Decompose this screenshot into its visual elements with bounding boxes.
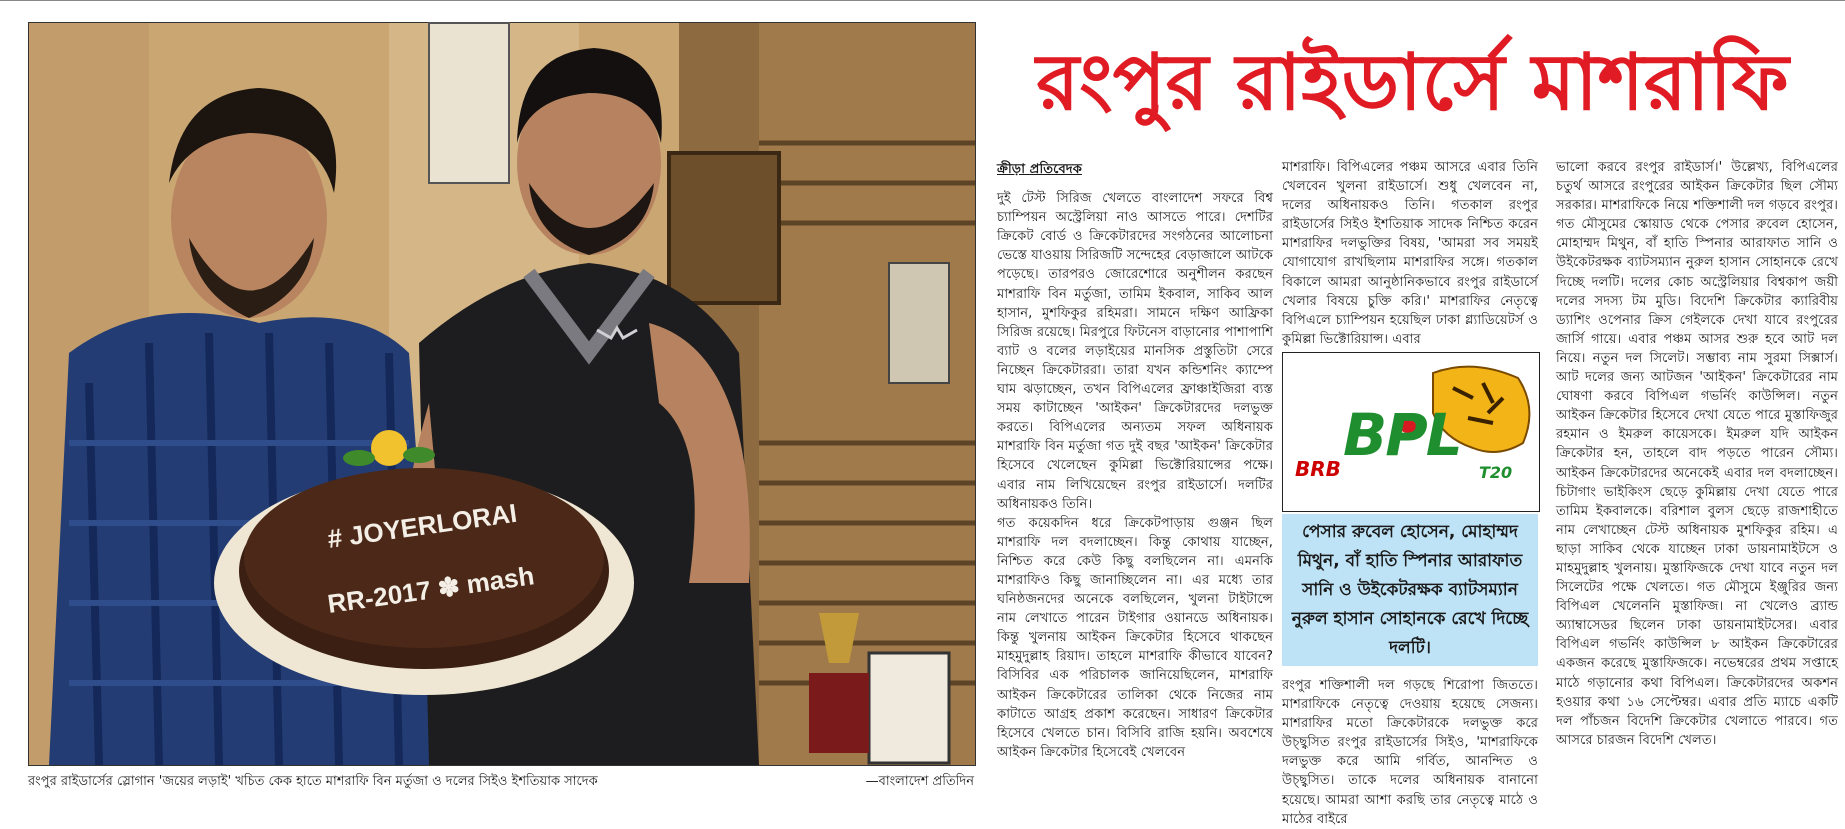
cake-text-1: # JOYERLORAI <box>325 497 519 554</box>
pull-quote <box>1282 514 1538 666</box>
article-column-2 <box>1282 158 1538 348</box>
article-paragraph: গত কয়েকদিন ধরে ক্রিকেটপাড়ায় গুঞ্জন ছিল মাশরাফি দল বদলাচ্ছেন। কিন্তু কোথায় যাচ্ছেন, নিশ্চিত করে কেউ কিছু বলছিলেন না। এমনকি মাশরাফিও কিছু জানাচ্ছিলেন না। এর মধ্যে তার ঘনিষ্ঠজনদের অনেকে বলছিলেন, খুলনা টাইটান্সে নাম লেখাতে পারেন টাইগার ওয়ানডে অধিনায়ক। কিন্তু খুলনায় আইকন ক্রিকেটার হিসেবে থাকছেন মাহমুদুল্লাহ রিয়াদ। তাহলে মাশরাফি কীভাবে যাবেন? বিসিবির এক পরিচালক জানিয়েছিলেন, মাশরাফি আইকন ক্রিকেটারের তালিকা থেকে নিজের নাম কাটাতে আগ্রহ প্রকাশ করেছেন। সাধারণ ক্রিকেটার হিসেবে খেলতে চান। বিসিবি রাজি হয়নি। অবশেষে আইকন ক্রিকেটার হিসেবেই খেলবেন <box>997 515 1273 760</box>
photo-credit: —বাংলাদেশ প্রতিদিন <box>865 774 974 789</box>
bpl-logo <box>1282 352 1540 512</box>
logo-brand: BPL <box>1343 401 1461 469</box>
news-photo <box>28 22 976 766</box>
caption-text: রংপুর রাইডার্সের স্লোগান 'জয়ের লড়াই' খচিত কেক হাতে মাশরাফি বিন মর্তুজা ও দলের সিইও ইশতিয়াক সাদেক <box>28 774 598 789</box>
headline: রংপুর রাইডার্সে মাশরাফি <box>1036 37 1789 128</box>
byline: ক্রীড়া প্রতিবেদক <box>997 162 1082 177</box>
top-rule <box>0 0 1845 1</box>
article-column-3 <box>1556 158 1838 803</box>
wall-frame <box>669 153 779 303</box>
article-paragraph: মাশরাফি। বিপিএলের পঞ্চম আসরে এবার তিনি খেলবেন খুলনা রাইডার্সে। শুধু খেলবেন না, দলের অধিনায়কও তিনি। গতকাল রংপুর রাইডার্সের সিইও ইশতিয়াক সাদেক নিশ্চিত করেন মাশরাফির দলভুক্তির বিষয়, 'আমরা সব সময়ই যোগাযোগ রাখছিলাম মাশরাফির সঙ্গে। গতকাল বিকালে আমরা আনুষ্ঠানিকভাবে রংপুর রাইডার্সে খেলার বিষয়ে চুক্তি করি।' মাশরাফির নেতৃত্বে বিপিএলে চ্যাম্পিয়ন হয়েছিল ঢাকা গ্ল্যাডিয়েটর্স ও কুমিল্লা ভিক্টোরিয়ান্স। এবার <box>1282 160 1538 347</box>
photo-frame-small <box>869 653 949 763</box>
photo-illustration <box>29 23 975 765</box>
photo-caption <box>28 772 974 794</box>
article-paragraph: দুই টেস্ট সিরিজ খেলতে বাংলাদেশ সফরে বিশ্ব চ্যাম্পিয়ন অস্ট্রেলিয়া নাও আসতে পারে। দেশটির ক্রিকেট বোর্ড ও ক্রিকেটারদের সংগঠনের আলোচনা ভেস্তে যাওয়ায় সিরিজটি সন্দেহের বেড়াজালে আটকে পড়েছে। তারপরও জোরেশোরে অনুশীলন করছেন মাশরাফি বিন মর্তুজা, তামিম ইকবাল, সাকিব আল হাসান, মুশফিকুর রহিমরা। সামনে দক্ষিণ আফ্রিকা সিরিজ রয়েছে। মিরপুরে ফিটনেস বাড়ানোর পাশাপাশি ব্যাট ও বলের লড়াইয়ের মানসিক প্রস্তুতিটা সেরে নিচ্ছেন ক্রিকেটাররা। তারা যখন কন্ডিশনিং ক্যাম্পে ঘাম ঝড়াচ্ছেন, তখন বিপিএলের ফ্রাঞ্চাইজিরা ব্যস্ত সময় কাটাচ্ছেন 'আইকন' ক্রিকেটারদের দলভুক্ত করতে। বিপিএলের অন্যতম সফল অধিনায়ক মাশরাফি বিন মর্তুজা গত দুই বছর 'আইকন' ক্রিকেটার হিসেবে খেলেছেন কুমিল্লা ভিক্টোরিয়ান্সের পক্ষে। এবার নাম লিখিয়েছেন রংপুর রাইডার্সে। দলটির অধিনায়কও তিনি। <box>997 191 1273 512</box>
trophy-base <box>809 673 869 753</box>
cake-flower-icon <box>371 430 407 466</box>
article-paragraph: ভালো করবে রংপুর রাইডার্স।' উল্লেখ্য, বিপিএলের চতুর্থ আসরে রংপুরের আইকন ক্রিকেটার ছিল সৌম্য সরকার। মাশরাফিকে নিয়ে শক্তিশালী দল গড়বে রংপুর। গত মৌসুমের স্কোয়াড থেকে পেসার রুবেল হোসেন, মোহাম্মদ মিথুন, বাঁ হাতি স্পিনার আরাফাত সানি ও উইকেটরক্ষক ব্যাটসম্যান নুরুল হাসান সোহানকে রেখে দিচ্ছে দলটি। দলের কোচ অস্ট্রেলিয়ার বিশ্বকাপ জয়ী দলের সদস্য টম মুডি। বিদেশি ক্রিকেটার ক্যারিবীয় ড্যাশিং ওপেনার ক্রিস গেইলকে দেখা যাবে রংপুরের জার্সি গায়ে। এবার পঞ্চম আসর শুরু হবে আট দল নিয়ে। নতুন দল সিলেট। সম্ভাব্য নাম সুরমা সিক্সার্স। আট দলের জন্য আটজন 'আইকন' ক্রিকেটারের নাম ঘোষণা করবে বিপিএল গভর্নিং কাউন্সিল। নতুন আইকন ক্রিকেটার হিসেবে দেখা যেতে পারে মুস্তাফিজুর রহমান ও ইমরুল কায়েসকে। ইমরুল যদি আইকন ক্রিকেটার হন, তাহলে বাদ পড়তে পারেন সৌম্য। আইকন ক্রিকেটারদের অনেকেই এবার দল বদলাচ্ছেন। চিটাগাং ভাইকিংস ছেড়ে কুমিল্লায় দেখা যেতে পারে তামিম ইকবালকে। বরিশাল বুলস ছেড়ে রাজশাহীতে নাম লেখাচ্ছেন টেস্ট অধিনায়ক মুশফিকুর রহিম। এ ছাড়া সাকিব থেকে যাচ্ছেন ঢাকা ডায়নামাইটসে ও মাহমুদুল্লাহ খুলনায়। মুস্তাফিজকে দেখা যাবে নতুন দল সিলেটের পক্ষে খেলতে। গত মৌসুমে ইঞ্জুরির জন্য বিপিএল খেলেননি মুস্তাফিজ। না খেলেও ব্র্যান্ড অ্যাম্বাসেডর ছিলেন ঢাকা ডায়নামাইটসের। এবার বিপিএল গভর্নিং কাউন্সিল ৮ আইকন ক্রিকেটারের একজন করেছে মুস্তাফিজকে। নভেম্বরের প্রথম সপ্তাহে মাঠে গড়ানোর কথা বিপিএল। ক্রিকেটারদের অকশন হওয়ার কথা ১৬ সেপ্টেম্বর। এবার প্রতি ম্যাচে একটি দল পাঁচজন বিদেশি ক্রিকেটার খেলাতে পারবে। গত আসরে চারজন বিদেশি খেলত। <box>1556 160 1838 748</box>
article-column-1 <box>997 160 1273 800</box>
logo-format: T20 <box>1479 463 1513 482</box>
wall-poster <box>429 23 509 183</box>
pull-quote-text: পেসার রুবেল হোসেন, মোহাম্মদ মিথুন, বাঁ হাতি স্পিনার আরাফাত সানি ও উইকেটরক্ষক ব্যাটসম্যান নুরুল হাসান সোহানকে রেখে দিচ্ছে দলটি। <box>1291 521 1529 658</box>
article-column-2-continued <box>1282 676 1538 827</box>
cake-text-2: RR-2017 ✽ mash <box>325 560 537 619</box>
trophy-frame <box>889 263 949 383</box>
logo-sponsor: BRB <box>1295 457 1341 481</box>
article-paragraph: রংপুর শক্তিশালী দল গড়ছে শিরোপা জিততে। মাশরাফিকে নেতৃত্বে দেওয়ায় হয়েছে সেজন্য। মাশরাফির মতো ক্রিকেটারকে দলভুক্ত করে উচ্ছ্বসিত রংপুর রাইডার্সের সিইও, 'মাশরাফিকে দলভুক্ত করে আমি গর্বিত, আনন্দিত ও উচ্ছ্বসিত। তাকে দলের অধিনায়ক বানানো হয়েছে। আমরা আশা করছি তার নেতৃত্বে মাঠে ও মাঠের বাইরে <box>1282 678 1538 827</box>
